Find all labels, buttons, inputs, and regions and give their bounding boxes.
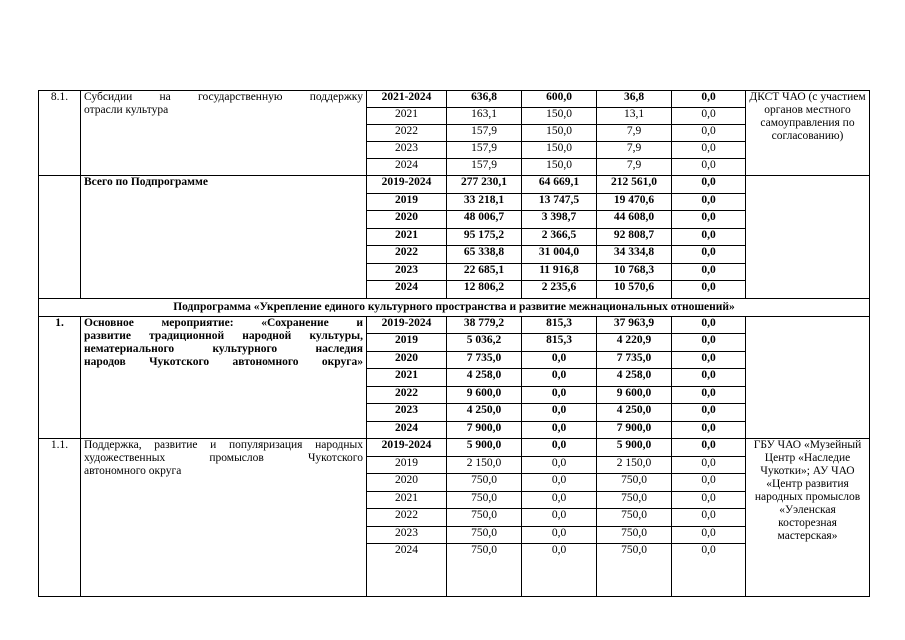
local-cell: 0,0	[672, 421, 746, 439]
total-cell: 5 900,0	[447, 439, 522, 457]
total-cell: 12 806,2	[447, 281, 522, 299]
federal-cell: 150,0	[522, 142, 597, 159]
name-line: развитие традиционной народной культуры,	[84, 329, 363, 342]
regional-cell: 7,9	[597, 125, 672, 142]
local-cell: 0,0	[672, 404, 746, 422]
federal-cell: 2 366,5	[522, 228, 597, 246]
local-cell: 0,0	[672, 526, 746, 544]
federal-cell: 0,0	[522, 526, 597, 544]
regional-cell: 44 608,0	[597, 211, 672, 229]
total-cell: 48 006,7	[447, 211, 522, 229]
name-line: Субсидии на государственную поддержку	[84, 91, 363, 103]
subprogram-row	[39, 298, 870, 316]
local-cell: 0,0	[672, 91, 746, 108]
federal-cell: 0,0	[522, 351, 597, 369]
regional-cell: 92 808,7	[597, 228, 672, 246]
federal-cell: 0,0	[522, 386, 597, 404]
local-cell: 0,0	[672, 316, 746, 334]
responsible-empty	[746, 176, 870, 299]
document-page	[38, 90, 869, 597]
table-row	[39, 439, 870, 457]
regional-cell: 212 561,0	[597, 176, 672, 194]
period-cell: 2024	[367, 281, 447, 299]
name-line: отрасли культура	[84, 104, 169, 116]
regional-cell: 7,9	[597, 142, 672, 159]
period-cell: 2019	[367, 334, 447, 352]
period-cell: 2023	[367, 263, 447, 281]
local-cell: 0,0	[672, 246, 746, 264]
regional-cell: 4 258,0	[597, 369, 672, 387]
regional-cell: 13,1	[597, 108, 672, 125]
period-cell: 2019	[367, 193, 447, 211]
regional-cell: 750,0	[597, 544, 672, 597]
name-line: Поддержка, развитие и популяризация народных	[84, 439, 363, 451]
table-row	[39, 316, 870, 334]
federal-cell: 815,3	[522, 316, 597, 334]
regional-cell: 36,8	[597, 91, 672, 108]
program-finance-table	[38, 90, 870, 597]
row-number-empty	[39, 176, 81, 299]
measure-name	[81, 439, 367, 597]
total-cell: 157,9	[447, 142, 522, 159]
local-cell: 0,0	[672, 108, 746, 125]
total-cell: 750,0	[447, 474, 522, 492]
name-line: художественных промыслов Чукотского	[84, 452, 363, 464]
federal-cell: 31 004,0	[522, 246, 597, 264]
local-cell: 0,0	[672, 456, 746, 474]
regional-cell: 7,9	[597, 159, 672, 176]
total-cell: 750,0	[447, 491, 522, 509]
regional-cell: 9 600,0	[597, 386, 672, 404]
period-cell: 2024	[367, 421, 447, 439]
period-cell: 2020	[367, 351, 447, 369]
period-cell: 2023	[367, 404, 447, 422]
federal-cell: 0,0	[522, 439, 597, 457]
total-cell: 22 685,1	[447, 263, 522, 281]
row-number: 1.	[39, 316, 81, 439]
total-cell: 38 779,2	[447, 316, 522, 334]
measure-name	[81, 91, 367, 176]
period-cell: 2022	[367, 509, 447, 527]
subprogram-title: Подпрограмма «Укрепление единого культурного пространства и развитие межнациональных отношений»	[39, 298, 870, 316]
federal-cell: 0,0	[522, 474, 597, 492]
row-number: 8.1.	[39, 91, 81, 176]
regional-cell: 750,0	[597, 526, 672, 544]
federal-cell: 13 747,5	[522, 193, 597, 211]
total-cell: 95 175,2	[447, 228, 522, 246]
regional-cell: 7 735,0	[597, 351, 672, 369]
regional-cell: 4 250,0	[597, 404, 672, 422]
regional-cell: 37 963,9	[597, 316, 672, 334]
local-cell: 0,0	[672, 142, 746, 159]
local-cell: 0,0	[672, 281, 746, 299]
name-line: народов Чукотского автономного округа»	[84, 355, 363, 368]
local-cell: 0,0	[672, 369, 746, 387]
federal-cell: 150,0	[522, 125, 597, 142]
name-line: Основное мероприятие: «Сохранение и	[84, 316, 363, 329]
local-cell: 0,0	[672, 474, 746, 492]
federal-cell: 815,3	[522, 334, 597, 352]
federal-cell: 0,0	[522, 491, 597, 509]
regional-cell: 2 150,0	[597, 456, 672, 474]
total-cell: 750,0	[447, 509, 522, 527]
local-cell: 0,0	[672, 211, 746, 229]
total-cell: 750,0	[447, 526, 522, 544]
period-cell: 2024	[367, 159, 447, 176]
period-cell: 2019-2024	[367, 439, 447, 457]
measure-name	[81, 316, 367, 439]
regional-cell: 10 768,3	[597, 263, 672, 281]
total-cell: 750,0	[447, 544, 522, 597]
period-cell: 2022	[367, 246, 447, 264]
regional-cell: 10 570,6	[597, 281, 672, 299]
period-cell: 2020	[367, 474, 447, 492]
period-cell: 2024	[367, 544, 447, 597]
period-cell: 2021	[367, 491, 447, 509]
local-cell: 0,0	[672, 509, 746, 527]
row-number: 1.1.	[39, 439, 81, 597]
total-cell: 163,1	[447, 108, 522, 125]
name-line: нематериального культурного наследия	[84, 342, 363, 355]
total-cell: 7 735,0	[447, 351, 522, 369]
total-cell: 2 150,0	[447, 456, 522, 474]
local-cell: 0,0	[672, 159, 746, 176]
local-cell: 0,0	[672, 439, 746, 457]
regional-cell: 19 470,6	[597, 193, 672, 211]
period-cell: 2021-2024	[367, 91, 447, 108]
regional-cell: 7 900,0	[597, 421, 672, 439]
regional-cell: 34 334,8	[597, 246, 672, 264]
regional-cell: 4 220,9	[597, 334, 672, 352]
local-cell: 0,0	[672, 228, 746, 246]
period-cell: 2021	[367, 228, 447, 246]
name-line: автономного округа	[84, 465, 182, 477]
total-cell: 5 036,2	[447, 334, 522, 352]
total-label: Всего по Подпрограмме	[81, 176, 367, 299]
period-cell: 2019-2024	[367, 176, 447, 194]
period-cell: 2022	[367, 125, 447, 142]
table-row	[39, 176, 870, 194]
responsible-executor: ДКСТ ЧАО (с участием органов местного самоуправления по согласованию)	[746, 91, 870, 176]
federal-cell: 0,0	[522, 369, 597, 387]
federal-cell: 150,0	[522, 159, 597, 176]
federal-cell: 600,0	[522, 91, 597, 108]
total-cell: 157,9	[447, 159, 522, 176]
total-cell: 4 250,0	[447, 404, 522, 422]
local-cell: 0,0	[672, 386, 746, 404]
table-row	[39, 91, 870, 108]
total-cell: 4 258,0	[447, 369, 522, 387]
total-cell: 636,8	[447, 91, 522, 108]
federal-cell: 0,0	[522, 421, 597, 439]
total-cell: 33 218,1	[447, 193, 522, 211]
federal-cell: 0,0	[522, 509, 597, 527]
local-cell: 0,0	[672, 263, 746, 281]
federal-cell: 0,0	[522, 404, 597, 422]
regional-cell: 5 900,0	[597, 439, 672, 457]
total-cell: 277 230,1	[447, 176, 522, 194]
period-cell: 2021	[367, 369, 447, 387]
period-cell: 2019	[367, 456, 447, 474]
local-cell: 0,0	[672, 544, 746, 597]
regional-cell: 750,0	[597, 474, 672, 492]
local-cell: 0,0	[672, 176, 746, 194]
federal-cell: 3 398,7	[522, 211, 597, 229]
federal-cell: 0,0	[522, 544, 597, 597]
federal-cell: 0,0	[522, 456, 597, 474]
federal-cell: 2 235,6	[522, 281, 597, 299]
period-cell: 2020	[367, 211, 447, 229]
period-cell: 2022	[367, 386, 447, 404]
local-cell: 0,0	[672, 351, 746, 369]
responsible-empty	[746, 316, 870, 439]
period-cell: 2021	[367, 108, 447, 125]
local-cell: 0,0	[672, 125, 746, 142]
period-cell: 2019-2024	[367, 316, 447, 334]
total-cell: 65 338,8	[447, 246, 522, 264]
local-cell: 0,0	[672, 193, 746, 211]
local-cell: 0,0	[672, 491, 746, 509]
local-cell: 0,0	[672, 334, 746, 352]
responsible-executor: ГБУ ЧАО «Музейный Центр «Наследие Чукотки»; АУ ЧАО «Центр развития народных промыслов «Уэленская косторезная мастерская»	[746, 439, 870, 597]
period-cell: 2023	[367, 526, 447, 544]
regional-cell: 750,0	[597, 491, 672, 509]
regional-cell: 750,0	[597, 509, 672, 527]
total-cell: 157,9	[447, 125, 522, 142]
federal-cell: 64 669,1	[522, 176, 597, 194]
total-cell: 7 900,0	[447, 421, 522, 439]
total-cell: 9 600,0	[447, 386, 522, 404]
federal-cell: 11 916,8	[522, 263, 597, 281]
federal-cell: 150,0	[522, 108, 597, 125]
period-cell: 2023	[367, 142, 447, 159]
